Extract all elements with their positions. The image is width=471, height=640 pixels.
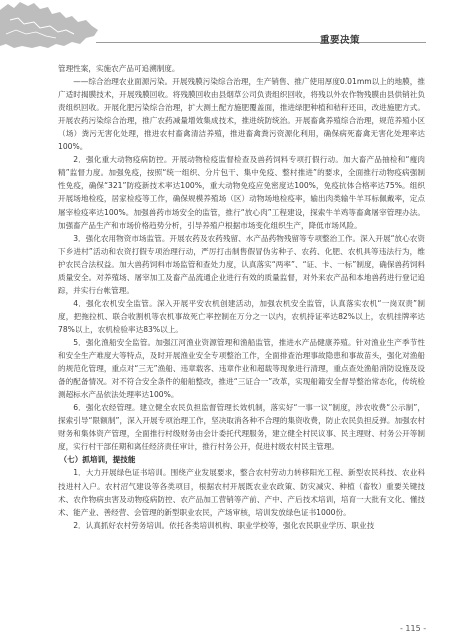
page-number: - 115 - <box>400 624 427 633</box>
section-heading: （七）抓培训，提技能 <box>59 455 136 465</box>
map-silhouette-icon <box>0 0 100 48</box>
paragraph: ——综合治理农业面源污染。开展残膜污染综合治理，生产销售、推广使用厚度0.01mm以上的地膜，推广适时揭膜技术，开展残膜回收。将残膜回收由县烟草公司负责组织回收，将残以外农作物残膜由县供销社负责组织回收。开展化肥污染综合治理，扩大测土配方施肥覆盖面，推进绿肥种植和秸秆还田，改进施肥方式。开展农药污染综合治理，推广农药减量增效集成技术，推进统防统治。开展畜禽养殖综合治理，规范养殖小区（场）粪污无害化处理，推进农村畜禽清洁养殖，推进畜禽粪污资源化利用，确保病死畜禽无害化处理率达100%。 <box>58 77 425 152</box>
paragraph: 2．认真抓好农村劳务培训。依托各类培训机构、职业学校等，强化农民职业学历、职业技 <box>73 520 375 530</box>
article-body <box>58 62 425 622</box>
paragraph: 1．大力开展绿色证书培训。围绕产业发展要求，整合农村劳动力转移阳光工程、新型农民科技、农业科技进村入户。农村沼气建设等各类项目，根据农村开展既农业农政策、防灾减灾、种植（畜牧）重要关键技术、农作物病虫害及动物疫病防控、农产品加工营销等产前、产中、产后技术培训，培育一大批有文化、懂技术、能产业、善经营、会管理的新型职业农民，产场审核，培训发放绿色证书1000份。 <box>58 468 425 517</box>
header-rule <box>96 42 426 43</box>
paragraph: 4．强化农机安全监管。深入开展平安农机创建活动，加强农机安全监管，认真落实农机“一岗双责”制度，把拖拉机、联合收割机等农机事故死亡率控制在万分之一以内，农机持证率达82%以上，农机挂牌率达78%以上，农机检验率达83%以上。 <box>58 298 425 334</box>
paragraph: 2．强化重大动物疫病防控。开展动物检疫监督检查及兽药饲料专项打假行动。加大畜产品抽检和“瘦肉精”监督力度。加强免疫，按照“统一组织、分片包干、集中免疫、整村推进”的要求，全面推行动物疫病强制性免疫，确保“321”防疫新技术率达100%，重大动物免疫应免密度达100%，免疫抗体合格率达75%。组织开展场地检疫，居家检疫等工作，确保规模养殖场（区）动物场地检疫率，输出肉类输牛羊耳标佩戴率，定点屠宰检疫率达100%。加强兽药市场安全的监管，推行“放心肉”工程建设，探索牛羊鸡等畜禽屠宰管理办法。加强畜产品生产和市场价格趋势分析，引导养殖户根据市场变化组织生产，降低市场风险。 <box>58 155 425 230</box>
page-header <box>0 0 471 60</box>
paragraph: 5．强化渔船安全监管。加强江河渔业资源管理和渔船监管，推进水产品健康养殖。针对渔业生产季节性和安全生产难度大等特点，及时开展渔业安全专项整治工作，全面排查治理事故隐患和事故苗头，强化对渔船的规范化管理，重点对“三无”渔船、违章载客、违章作业和超载等现象进行清理，重点查处渔船消防设施及设备的配备情况。对不符合安全条件的船舶整改，推进“三证合一”改革，实现船籍安全督导整治常态化，传统检测超标水产品依法处理率达100%。 <box>58 337 425 400</box>
paragraph: 3．强化农用物资市场监管。开展农药及农药残留、水产品药物残留等专项整治工作。深入开展“放心农资下乡进村”活动和农资打假专项治理行动，严厉打击制售假冒伪劣种子、农药、化肥、农机具等违法行为，维护农民合法权益。加大兽药饲料市场监管和查处力度，认真落实“两率”、“证、卡、一标”制度，确保兽药饲料质量安全。对养殖场、屠宰加工及畜产品流通企业进行有效的质量监督，对外来农产品和本地兽药进行登记追踪，并实行台帐管理。 <box>58 233 425 295</box>
paragraph: 管理性案，实施农产品可追溯制度。 <box>58 64 180 73</box>
section-label: 重要决策 <box>320 35 361 46</box>
paragraph: 6．强化农经管理。建立健全农民负担监督管理长效机制，落实好“一事一议”制度，涉农收费“公示制”，探索引导“限额制”，深入开展专项治理工作，坚决取消各种不合理的集资收费，防止农民负担反弹。加强农村财务和集体资产管理，全面推行村级财务由会计委托代理服务，建立健全村民议事、民主理财、村务公开等制度，实行村干部任期和离任经济责任审计，推行村务公开，促进村级农村民主管理。 <box>58 403 425 452</box>
